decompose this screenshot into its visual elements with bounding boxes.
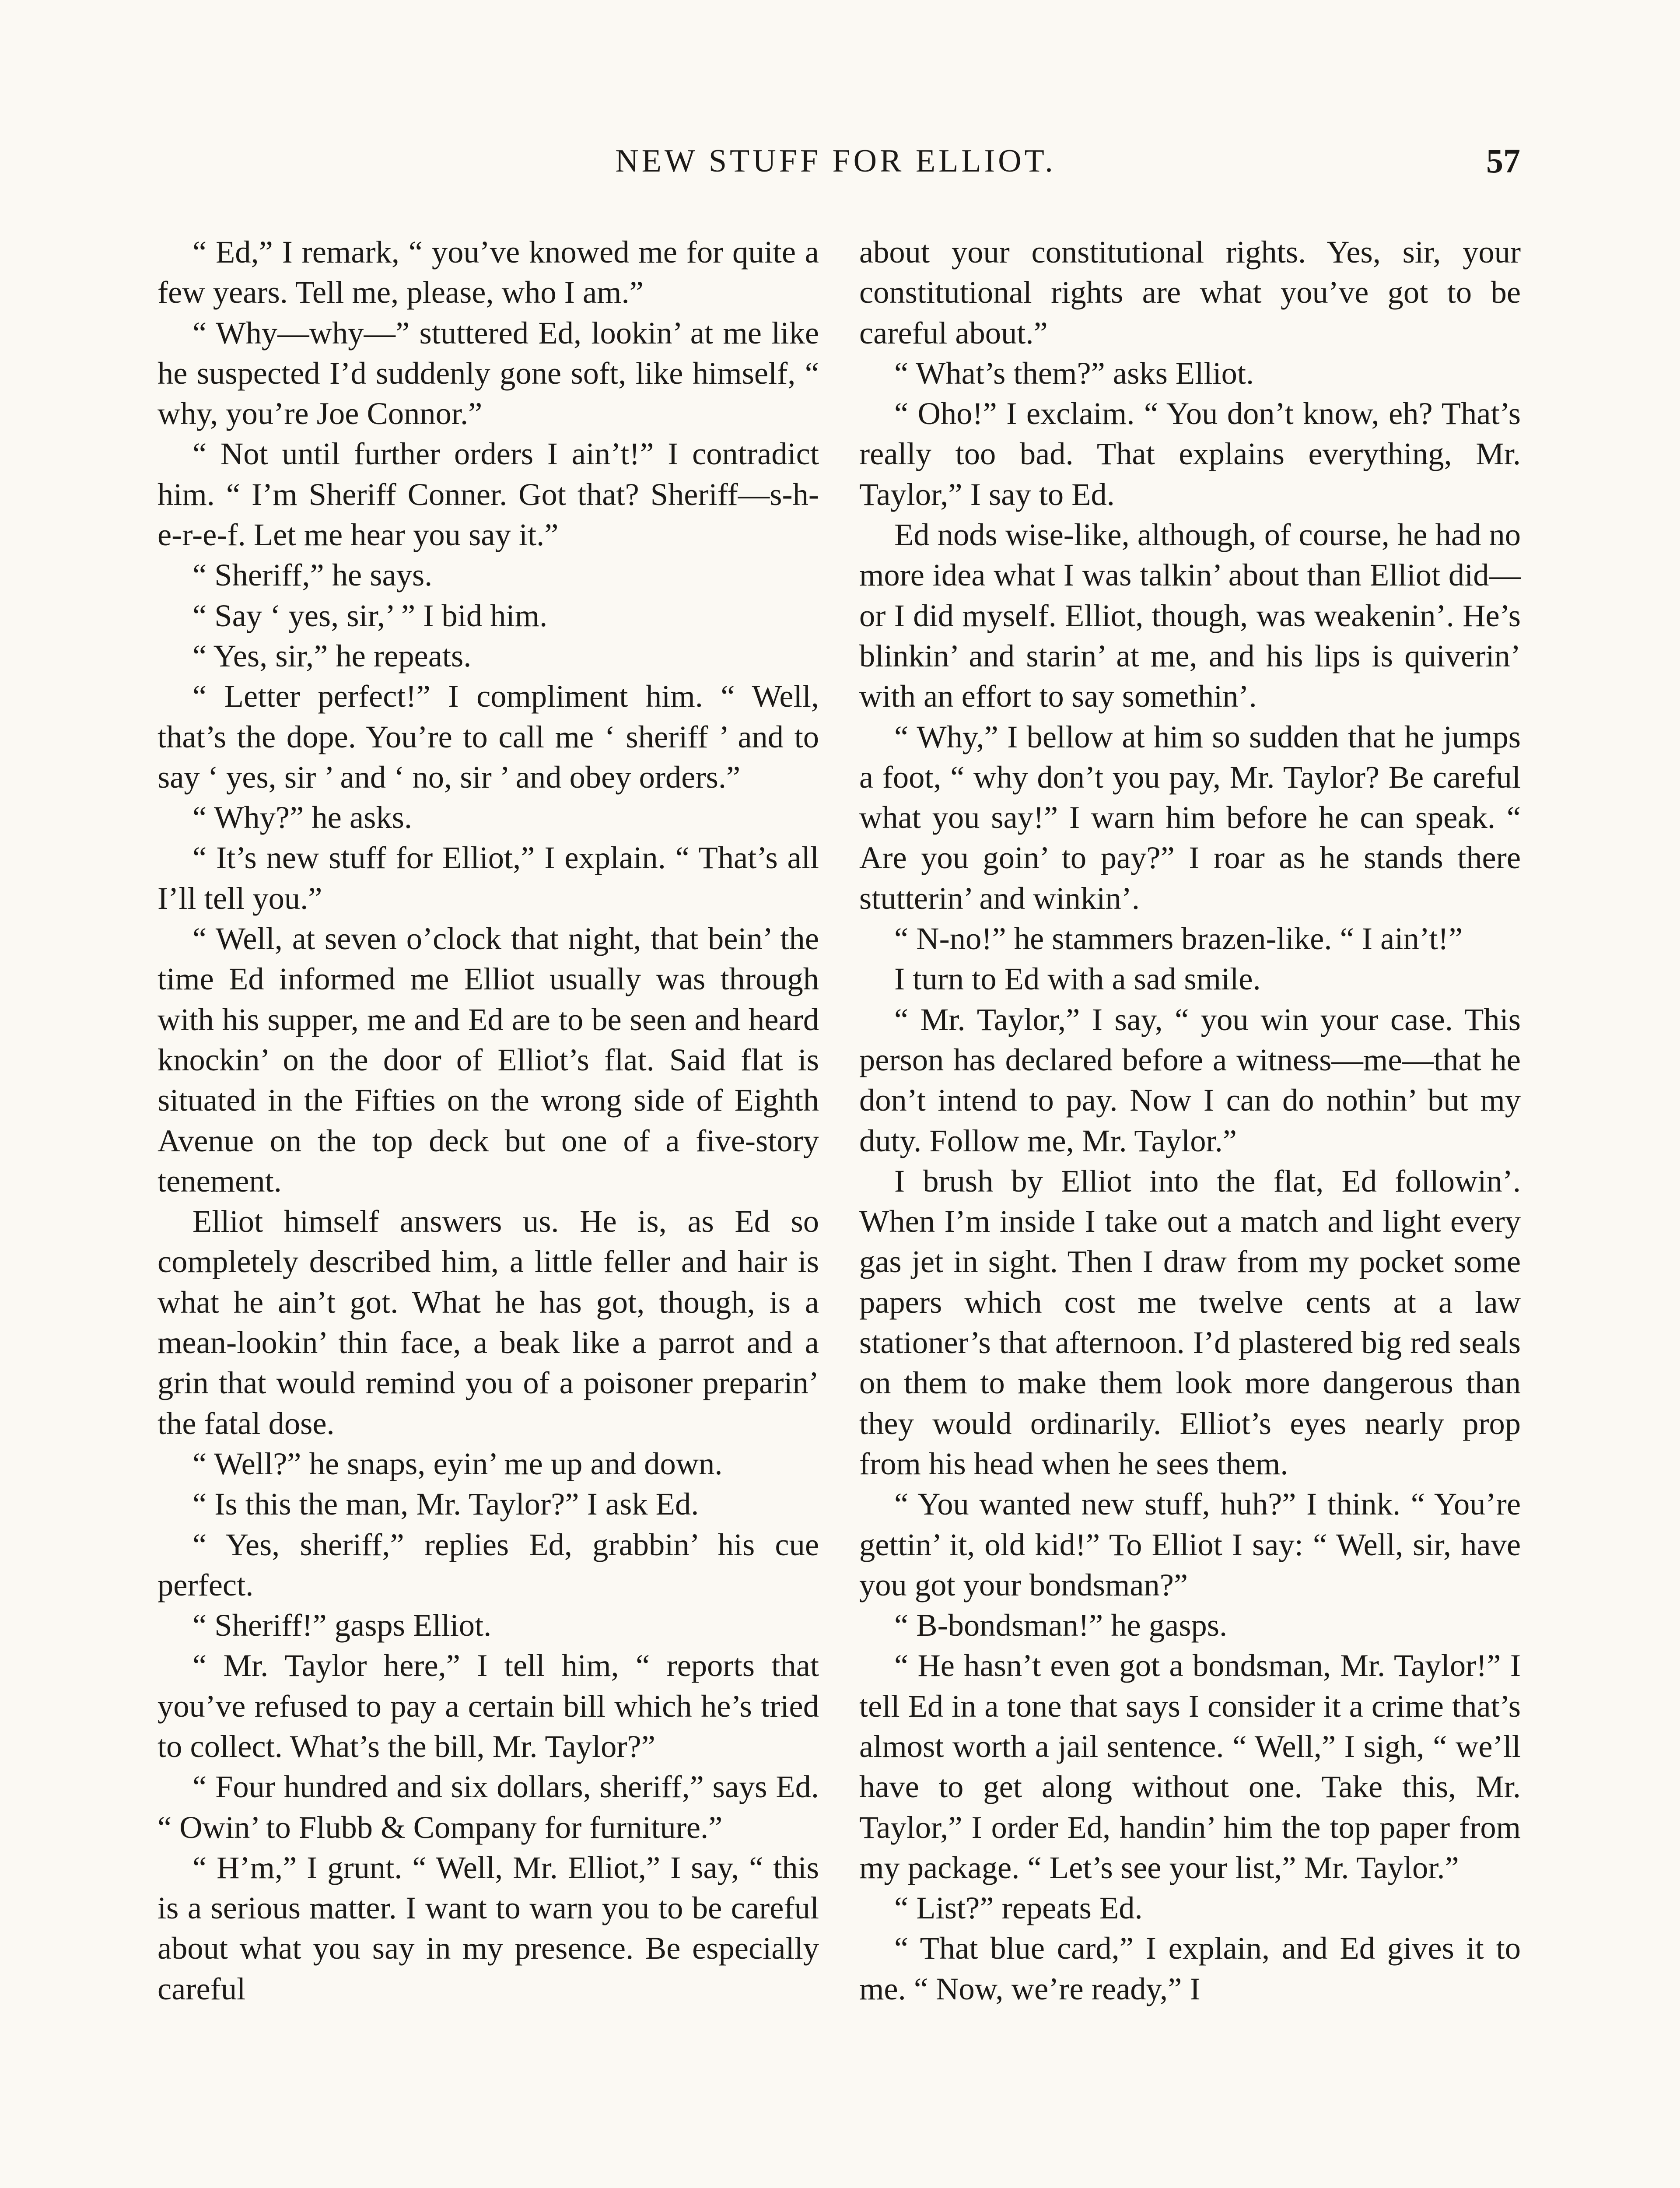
paragraph: “ Mr. Taylor here,” I tell him, “ reports that you’ve refused to pay a certain bill which he’s tried to collect. What’s the bill, Mr. Taylor?” xyxy=(158,1648,819,1764)
paragraph: “ Well, at seven o’clock that night, that bein’ the time Ed informed me Elliot usually was through with his supper, me and Ed are to be seen and heard knockin’ on the door of Elliot’s flat. Said flat is situated in the Fifties on the wrong side of Eighth Avenue on the top deck but one of a five-story tenement. xyxy=(158,921,819,1199)
paragraph: “ Why—why—” stuttered Ed, lookin’ at me like he suspected I’d suddenly gone soft, like himself, “ why, you’re Joe Connor.” xyxy=(158,315,819,431)
paragraph: “ Well?” he snaps, eyin’ me up and down. xyxy=(192,1445,723,1481)
paragraph: “ Say ‘ yes, sir,’ ” I bid him. xyxy=(192,597,548,633)
paragraph: “ N-no!” he stammers brazen-like. “ I ain’t!” xyxy=(894,921,1463,957)
paragraph: “ Not until further orders I ain’t!” I contradict him. “ I’m Sheriff Conner. Got that? Sheriff—s-h-e-r-e-f. Let me hear you say it.” xyxy=(158,436,819,553)
paragraph: “ Sheriff!” gasps Elliot. xyxy=(192,1607,492,1643)
paragraph: “ List?” repeats Ed. xyxy=(894,1890,1143,1926)
paragraph: “ H’m,” I grunt. “ Well, Mr. Elliot,” I say, “ this is a serious matter. I want to warn you to be careful about what you say in my presence. Be especially careful xyxy=(158,1849,819,2006)
paragraph: “ What’s them?” asks Elliot. xyxy=(894,355,1254,391)
running-head xyxy=(0,139,1680,192)
paragraph: “ Why?” he asks. xyxy=(192,799,412,835)
paragraph: “ Mr. Taylor,” I say, “ you win your case. This person has declared before a witness—me—that he don’t intend to pay. Now I can do nothin’ but my duty. Follow me, Mr. Taylor.” xyxy=(859,1001,1521,1158)
paragraph: “ Four hundred and six dollars, sheriff,” says Ed. “ Owin’ to Flubb & Company for furniture.” xyxy=(158,1769,819,1845)
paragraph: I turn to Ed with a sad smile. xyxy=(894,961,1261,997)
paragraph: “ Letter perfect!” I compliment him. “ Well, that’s the dope. You’re to call me ‘ sheriff ’ and to say ‘ yes, sir ’ and ‘ no, sir ’ and obey orders.” xyxy=(158,678,819,795)
paragraph: “ Sheriff,” he says. xyxy=(192,557,433,593)
paragraph: “ Yes, sir,” he repeats. xyxy=(192,638,472,673)
paragraph-continued: about your constitutional rights. Yes, sir, your constitutional rights are what you’ve got to be careful about.” xyxy=(859,234,1521,351)
paragraph: Ed nods wise-like, although, of course, he had no more idea what I was talkin’ about than Elliot did—or I did myself. Elliot, though, was weakenin’. He’s blinkin’ and starin’ at me, and his lips is quiverin’ with an effort to say somethin’. xyxy=(859,517,1521,714)
paragraph: “ Oho!” I exclaim. “ You don’t know, eh? That’s really too bad. That explains everything, Mr. Taylor,” I say to Ed. xyxy=(859,396,1521,512)
paragraph: “ Why,” I bellow at him so sudden that he jumps a foot, “ why don’t you pay, Mr. Taylor? Be careful what you say!” I warn him before he can speak. “ Are you goin’ to pay?” I roar as he stands there stutterin’ and winkin’. xyxy=(859,719,1521,916)
paragraph: “ He hasn’t even got a bondsman, Mr. Taylor!” I tell Ed in a tone that says I consider it a crime that’s almost worth a jail sentence. “ Well,” I sigh, “ we’ll have to get along without one. Take this, Mr. Taylor,” I order Ed, handin’ him the top paper from my package. “ Let’s see your list,” Mr. Taylor.” xyxy=(859,1648,1521,1885)
paragraph: “ B-bondsman!” he gasps. xyxy=(894,1607,1228,1643)
paragraph: “ It’s new stuff for Elliot,” I explain. “ That’s all I’ll tell you.” xyxy=(158,840,819,916)
paragraph: Elliot himself answers us. He is, as Ed so completely described him, a little feller and hair is what he ain’t got. What he has got, though, is a mean-lookin’ thin face, a beak like a parrot and a grin that would remind you of a poisoner preparin’ the fatal dose. xyxy=(158,1203,819,1441)
paragraph: “ Yes, sheriff,” replies Ed, grabbin’ his cue perfect. xyxy=(158,1526,819,1602)
paragraph: “ You wanted new stuff, huh?” I think. “ You’re gettin’ it, old kid!” To Elliot I say: “ Well, sir, have you got your bondsman?” xyxy=(859,1486,1521,1602)
page-number: 57 xyxy=(1486,142,1520,180)
paragraph: I brush by Elliot into the flat, Ed followin’. When I’m inside I take out a match and light every gas jet in sight. Then I draw from my pocket some papers which cost me twelve cents at a law stationer’s that afternoon. I’d plastered big red seals on them to make them look more dangerous than they would ordinarily. Elliot’s eyes nearly prop from his head when he sees them. xyxy=(859,1163,1521,1481)
paragraph: “ Ed,” I remark, “ you’ve knowed me for quite a few years. Tell me, please, who I am.” xyxy=(158,234,819,310)
right-column xyxy=(859,232,1521,2009)
paragraph: “ That blue card,” I explain, and Ed gives it to me. “ Now, we’re ready,” I xyxy=(859,1930,1521,2006)
running-title: NEW STUFF FOR ELLIOT. xyxy=(615,143,1056,179)
left-column xyxy=(158,232,819,2009)
paragraph: “ Is this the man, Mr. Taylor?” I ask Ed. xyxy=(192,1486,699,1522)
